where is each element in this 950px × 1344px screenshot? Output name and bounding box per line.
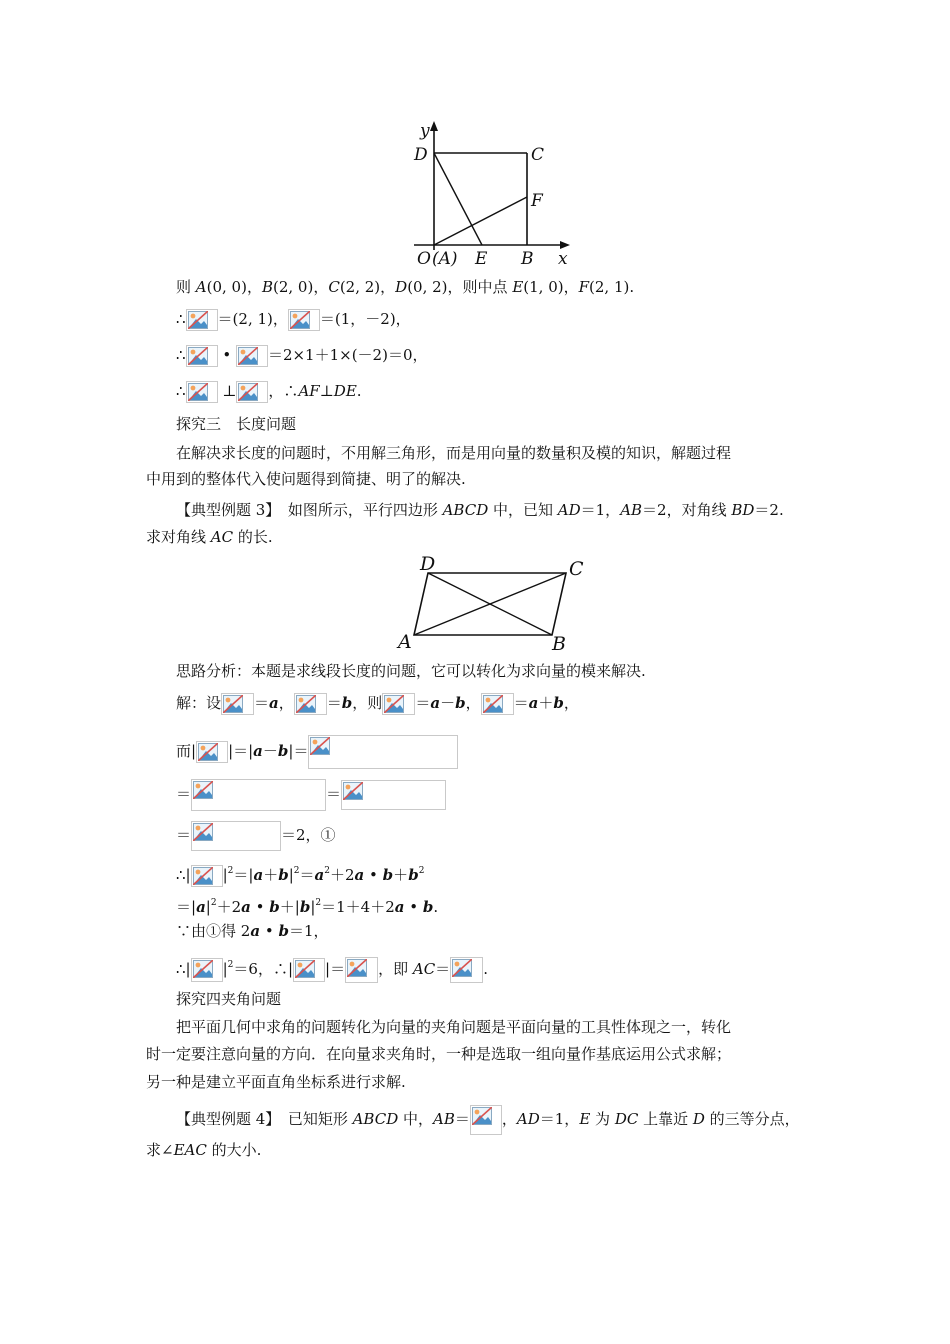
text: ＝|	[233, 866, 254, 884]
vector-a: a	[253, 742, 263, 760]
vector-a: a	[250, 922, 261, 940]
text: 如图所示，平行四边形	[272, 501, 443, 519]
text: •	[260, 922, 279, 940]
vector-b: b	[422, 898, 434, 916]
text: ＝|	[176, 898, 197, 916]
x-axis-arrow	[560, 241, 570, 249]
text: ＝	[176, 826, 192, 844]
segment-DC: DC	[614, 1110, 639, 1128]
point-D: D	[692, 1110, 705, 1128]
vector-a: a	[394, 898, 405, 916]
text: .	[356, 382, 362, 400]
text: |	[222, 960, 228, 978]
coord-B: (2, 0)	[273, 278, 314, 296]
segment-AD: AD	[516, 1110, 540, 1128]
segment-AC: AC	[210, 528, 234, 546]
broken-image-icon	[481, 693, 514, 715]
vector-a: a	[430, 694, 441, 712]
vector-b: b	[278, 922, 289, 940]
text: ＋2	[216, 898, 242, 916]
label-B: B	[552, 633, 566, 655]
label-F: F	[531, 191, 543, 211]
text: 求对角线	[146, 528, 211, 546]
text: •	[250, 898, 270, 916]
section-title: 探究三 长度问题	[176, 415, 297, 433]
text: ，则中点	[447, 278, 513, 296]
broken-image-icon	[191, 958, 223, 982]
text: |	[310, 898, 316, 916]
coord-D: (0, 2)	[407, 278, 448, 296]
vector-b: b	[299, 898, 311, 916]
broken-image-icon	[191, 779, 326, 811]
label-A-paren: (A)	[432, 249, 458, 269]
exponent: 2	[315, 898, 322, 908]
text: ，	[278, 694, 294, 712]
figure-coordinate-square	[400, 118, 580, 270]
text: ＝1，	[580, 501, 621, 519]
text: .	[483, 960, 488, 978]
text: |＝	[325, 960, 346, 978]
vector-a: a	[196, 898, 206, 916]
broken-image-icon	[186, 309, 218, 331]
vector-a: a	[253, 866, 264, 884]
broken-image-icon	[470, 1105, 502, 1135]
text: ＝	[254, 694, 270, 712]
label-D: D	[414, 145, 428, 165]
text: ＝2×1＋1×(－2)＝0，	[267, 346, 428, 364]
vector-b: b	[408, 866, 419, 884]
text: ＝(1，－2)，	[319, 310, 411, 328]
segment-AC: AC	[412, 960, 436, 978]
text: ∴|	[176, 960, 191, 978]
point-C: C	[328, 278, 340, 296]
segment-AD: AD	[557, 501, 581, 519]
sep: ，	[313, 278, 329, 296]
point-E: E	[579, 1110, 591, 1128]
shape-ABCD: ABCD	[442, 501, 489, 519]
sep: ，	[246, 278, 262, 296]
point-D: D	[395, 278, 408, 296]
vector-b: b	[278, 866, 289, 884]
label-D: D	[420, 553, 436, 575]
vector-a: a	[269, 694, 279, 712]
broken-image-icon	[308, 735, 458, 769]
text: ＝6，∴|	[233, 960, 294, 978]
text: ＝(2, 1)，	[217, 310, 288, 328]
coord-E: (1, 0)	[523, 278, 564, 296]
text: ，则	[352, 694, 383, 712]
vector-b: b	[341, 694, 353, 712]
text: 时一定要注意向量的方向．在向量求夹角时，一种是选取一组向量作基底运用公式求解；	[146, 1045, 732, 1063]
text: －	[440, 694, 456, 712]
label-A: A	[398, 631, 412, 653]
broken-image-icon	[345, 957, 378, 983]
section-title: 探究四夹角问题	[176, 990, 282, 1008]
text: 解：设	[176, 694, 222, 712]
vector-b: b	[277, 742, 289, 760]
exponent: 2	[210, 898, 217, 908]
text: 把平面几何中求角的问题转化为向量的夹角问题是平面向量的工具性体现之一，转化	[176, 1018, 732, 1036]
text: ＝1＋4＋2	[321, 898, 395, 916]
text: ＝	[454, 1110, 470, 1128]
text: ＋	[263, 866, 279, 884]
broken-image-icon	[236, 345, 268, 367]
text: ＝	[299, 866, 315, 884]
text: ，	[465, 694, 481, 712]
coord-C: (2, 2)	[339, 278, 381, 296]
text: 而|	[176, 742, 197, 760]
text: .	[629, 278, 635, 296]
text: ＝1，	[288, 922, 329, 940]
text: •	[217, 346, 236, 364]
label-C: C	[569, 558, 584, 580]
text: ，即	[378, 960, 413, 978]
label-x: x	[558, 249, 568, 269]
text: 则	[176, 278, 196, 296]
text: 思路分析：本题是求线段长度的问题，它可以转化为求向量的模来解决.	[176, 662, 646, 680]
text: ＋2	[330, 866, 355, 884]
text: ＋	[393, 866, 409, 884]
vector-b: b	[269, 898, 280, 916]
text: ＋	[538, 694, 554, 712]
point-A: A	[195, 278, 207, 296]
angle-EAC: EAC	[173, 1141, 207, 1159]
point-B: B	[261, 278, 273, 296]
text: |＝	[288, 742, 309, 760]
y-axis-arrow	[430, 121, 438, 131]
vector-a: a	[241, 898, 251, 916]
broken-image-icon	[450, 957, 483, 983]
exponent: 2	[324, 866, 330, 876]
example-tag: 【典型例题 4】	[176, 1110, 273, 1128]
text: 为	[590, 1110, 615, 1128]
text: ＝2，①	[281, 826, 336, 844]
vector-a: a	[528, 694, 539, 712]
broken-image-icon	[341, 780, 446, 810]
text: ，	[563, 694, 579, 712]
text: 中，已知	[488, 501, 558, 519]
example-tag: 【典型例题 3】	[176, 501, 273, 519]
exponent: 2	[227, 960, 234, 970]
text: ＝	[435, 960, 451, 978]
segment-BD: BD	[731, 501, 755, 519]
segment-DE	[434, 153, 482, 245]
text: .	[433, 898, 439, 916]
broken-image-icon	[221, 693, 254, 715]
text: －	[262, 742, 278, 760]
text: 的大小.	[206, 1141, 262, 1159]
label-y: y	[420, 121, 430, 141]
text: ＝	[415, 694, 431, 712]
therefore-symbol: ∴	[176, 382, 186, 400]
point-E: E	[512, 278, 524, 296]
exponent: 2	[418, 866, 425, 876]
vector-b: b	[553, 694, 564, 712]
text: ＝	[513, 694, 529, 712]
text: 求∠	[146, 1141, 174, 1159]
sep: ，	[380, 278, 396, 296]
text: |	[205, 898, 211, 916]
text: ＝	[326, 785, 342, 803]
broken-image-icon	[236, 381, 268, 403]
broken-image-icon	[293, 958, 325, 982]
broken-image-icon	[191, 865, 223, 887]
text: 另一种是建立平面直角坐标系进行求解.	[146, 1073, 406, 1091]
shape-ABCD: ABCD	[352, 1110, 399, 1128]
broken-image-icon	[191, 821, 281, 851]
text: ＝	[326, 694, 342, 712]
text: |	[222, 866, 228, 884]
text: 中用到的整体代入使问题得到简捷、明了的解决.	[146, 470, 466, 488]
segment-AF	[434, 197, 527, 245]
text: ∵由①得 2	[176, 922, 251, 940]
diagonal-BD	[428, 573, 552, 635]
text: 在解决求长度的问题时，不用解三角形，而是用向量的数量积及模的知识，解题过程	[176, 444, 732, 462]
broken-image-icon	[186, 381, 218, 403]
vector-b: b	[382, 866, 394, 884]
text: •	[404, 898, 423, 916]
coord-A: (0, 0)	[206, 278, 247, 296]
text: ＝2，对角线	[642, 501, 732, 519]
coord-F: (2, 1)	[589, 278, 630, 296]
label-C: C	[531, 145, 545, 165]
text: |＝|	[228, 742, 254, 760]
therefore-symbol: ∴	[176, 346, 186, 364]
figure-parallelogram	[396, 550, 592, 656]
label-O: O	[417, 249, 431, 269]
text: 的长.	[233, 528, 273, 546]
therefore-symbol: ∴	[176, 310, 186, 328]
label-B: B	[521, 249, 534, 269]
text: ＝2.	[754, 501, 784, 519]
broken-image-icon	[294, 693, 327, 715]
text: ⊥	[319, 382, 334, 400]
broken-image-icon	[288, 309, 320, 331]
text: 已知矩形	[272, 1110, 353, 1128]
segment-AB: AB	[620, 501, 643, 519]
text: 中，	[398, 1110, 434, 1128]
text: ＝1，	[539, 1110, 580, 1128]
text: ，∴	[268, 382, 299, 400]
text: |	[288, 866, 294, 884]
text: 上靠近	[638, 1110, 693, 1128]
broken-image-icon	[186, 345, 218, 367]
text: 的三等分点，	[704, 1110, 800, 1128]
text: ，	[501, 1110, 517, 1128]
vector-a: a	[314, 866, 325, 884]
vector-a: a	[354, 866, 365, 884]
segment-AF: AF	[298, 382, 320, 400]
exponent: 2	[227, 866, 234, 876]
vector-b: b	[455, 694, 466, 712]
text: •	[364, 866, 383, 884]
text: ⊥	[217, 382, 237, 400]
text: ∴|	[176, 866, 191, 884]
broken-image-icon	[196, 741, 228, 763]
broken-image-icon	[382, 693, 415, 715]
point-F: F	[578, 278, 590, 296]
exponent: 2	[293, 866, 300, 876]
text: ＝	[176, 785, 192, 803]
label-E: E	[475, 249, 488, 269]
segment-AB: AB	[433, 1110, 455, 1128]
segment-DE: DE	[333, 382, 357, 400]
sep: ，	[563, 278, 579, 296]
text: ＋|	[279, 898, 300, 916]
